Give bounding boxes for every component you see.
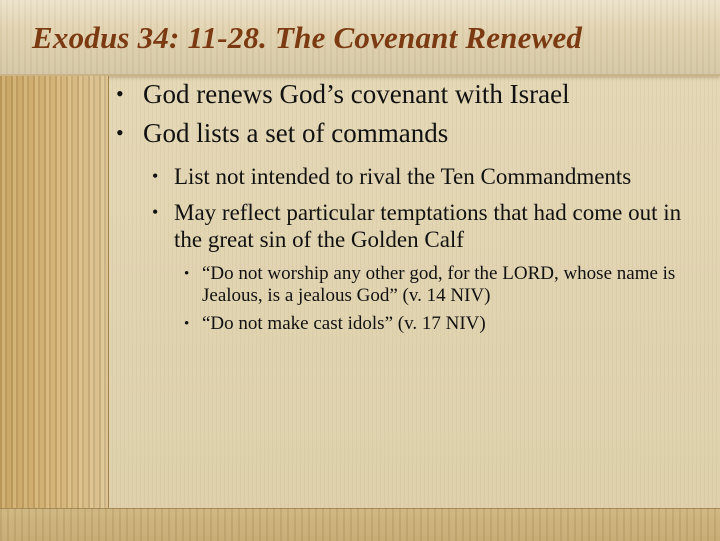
bullet-text: God renews God’s covenant with Israel	[143, 79, 570, 109]
sub-bullet-text: List not intended to rival the Ten Commandments	[174, 164, 632, 189]
title-bar	[0, 0, 720, 76]
sub-bullet-item	[152, 199, 712, 253]
decorative-bottom-bar	[0, 508, 720, 541]
quote-text: “Do not worship any other god, for the LORD, whose name is Jealous, is a jealous God” (v. 14 NIV)	[202, 263, 676, 306]
bullet-item	[112, 117, 712, 149]
sub-bullet-item	[152, 163, 712, 190]
bullet-icon: •	[184, 266, 190, 282]
sub-bullet-text: May reflect particular temptations that had come out in the great sin of the Golden Calf	[174, 200, 682, 252]
bullet-icon: •	[184, 316, 190, 332]
bullet-icon: •	[116, 81, 124, 106]
bullet-icon: •	[152, 166, 159, 186]
slide-content	[112, 78, 712, 341]
slide-title: Exodus 34: 11-28. The Covenant Renewed	[32, 20, 583, 55]
bullet-icon: •	[116, 120, 124, 145]
bullet-text: God lists a set of commands	[143, 118, 449, 148]
bullet-list-level-3	[184, 263, 712, 335]
quote-text: “Do not make cast idols” (v. 17 NIV)	[202, 313, 486, 334]
sub-list-container	[152, 163, 712, 253]
bullet-list-level-1	[112, 78, 712, 149]
quote-bullet-item	[184, 263, 692, 307]
quote-bullet-item	[184, 313, 692, 335]
bullet-icon: •	[152, 202, 159, 222]
bullet-item	[112, 78, 712, 110]
sub-sub-list-container	[184, 263, 712, 335]
decorative-wood-strip	[0, 76, 109, 508]
bullet-list-level-2	[152, 163, 712, 253]
